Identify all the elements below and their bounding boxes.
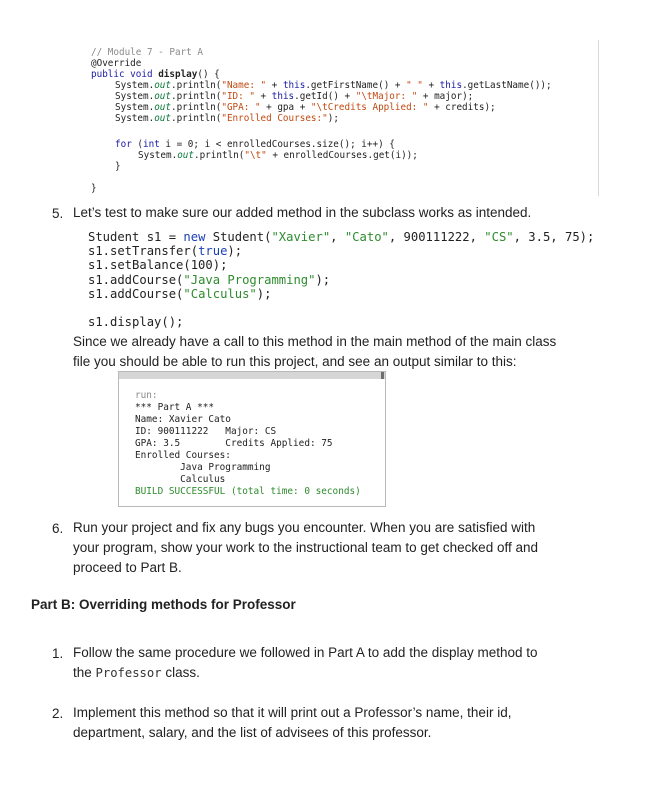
output-window-resize-handle <box>381 372 384 379</box>
step-5-number: 5. <box>52 206 64 221</box>
code-line: System.out.println("Enrolled Courses:"); <box>115 113 339 124</box>
code-line: for (int i = 0; i < enrolledCourses.size(); i++) { <box>115 139 395 150</box>
code-line: System.out.println("ID: " + this.getId() + "\tMajor: " + major); <box>115 91 474 102</box>
code-line: System.out.println("GPA: " + gpa + "\tCredits Applied: " + credits); <box>115 102 496 113</box>
code-line: } <box>115 161 121 172</box>
code-line: } <box>91 183 97 194</box>
code-line: System.out.println("Name: " + this.getFirstName() + " " + this.getLastName()); <box>115 80 552 91</box>
output-line: *** Part A *** <box>135 402 215 413</box>
output-line: Java Programming <box>135 462 271 473</box>
step-6-number: 6. <box>52 521 64 536</box>
output-line: Enrolled Courses: <box>135 450 231 461</box>
output-line: Calculus <box>135 474 226 485</box>
step-5-followup: Since we already have a call to this method in the main method of the main class file you should be able to run this project, and see an output similar to this: <box>73 334 557 369</box>
output-line: Name: Xavier Cato <box>135 414 231 425</box>
output-build-status: BUILD SUCCESSFUL (total time: 0 seconds) <box>135 486 361 497</box>
ide-code-snippet <box>88 40 599 196</box>
step-6-text: Run your project and fix any bugs you encounter. When you are satisfied with your program, show your work to the instructional team to get checked off and proceed to Part B. <box>73 520 538 575</box>
part-b-item-1-text: Follow the same procedure we followed in Part A to add the display method to the Professor class. <box>73 645 538 680</box>
output-line: GPA: 3.5 Credits Applied: 75 <box>135 438 333 449</box>
part-b-item-1-number: 1. <box>52 646 64 661</box>
code-line: // Module 7 - Part A <box>91 47 203 58</box>
output-window <box>118 371 386 507</box>
step-5-text: Let’s test to make sure our added method in the subclass works as intended. <box>73 205 532 220</box>
output-window-titlebar <box>119 372 385 379</box>
code-line: System.out.println("\t" + enrolledCourses.get(i)); <box>138 150 418 161</box>
part-b-item-2-text: Implement this method so that it will print out a Professor’s name, their id, department, salary, and the list of advisees of this professor. <box>73 705 512 740</box>
output-line: ID: 900111222 Major: CS <box>135 426 277 437</box>
code-line: public void display() { <box>91 69 220 80</box>
code-line: @Override <box>91 58 142 69</box>
part-b-heading: Part B: Overriding methods for Professor <box>31 597 296 612</box>
part-b-item-2-number: 2. <box>52 706 64 721</box>
output-line: run: <box>135 390 158 401</box>
professor-class-name: Professor <box>95 666 162 680</box>
main-code-block: Student s1 = new Student("Xavier", "Cato", 900111222, "CS", 3.5, 75); s1.setTransfer(true); s1.setBalance(100); s1.addCourse("Java Programming"); s1.addCourse("Calculus"); s1.display(); <box>88 230 595 330</box>
